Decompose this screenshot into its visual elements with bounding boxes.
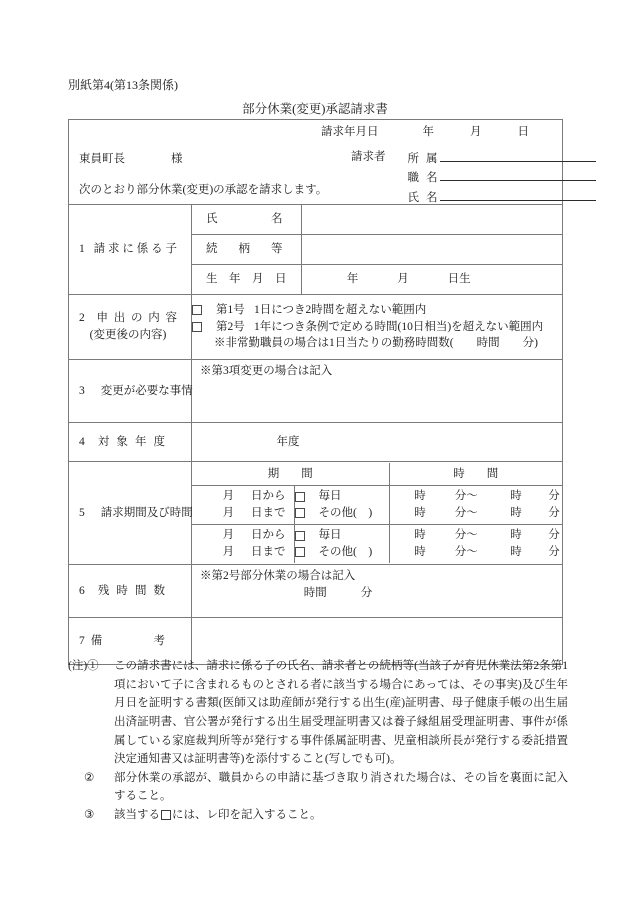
row4-label-c2: 象 <box>116 435 128 448</box>
row5-b1-to-month: 月 <box>222 507 235 519</box>
row5-b1-t1-h2: 時 <box>510 490 522 503</box>
document-reference: 別紙第4(第13条関係) <box>68 78 178 92</box>
row2-option2-key: 第2号 <box>216 320 245 333</box>
row6-min-unit: 分 <box>360 586 373 599</box>
row2-option-2[interactable] <box>192 319 562 336</box>
claimant-position-input[interactable] <box>440 167 596 181</box>
row6-label-c1: 残 <box>97 584 110 597</box>
row3-content-cell[interactable] <box>192 360 563 423</box>
row1-relation-k3: 等 <box>271 243 283 256</box>
row6-memo: ※第2号部分休業の場合は記入 <box>200 570 356 582</box>
row5-block2-times[interactable] <box>389 525 562 564</box>
row5-head-time-c1: 時 <box>453 467 465 480</box>
row2-label-c1: 申 <box>96 312 108 325</box>
row7-number: 7 <box>79 634 85 647</box>
row5-b2-from-day: 日から <box>251 529 286 542</box>
row1-birth-day: 日生 <box>447 273 471 286</box>
row5-block-2 <box>192 525 562 564</box>
checkbox-icon-b1-other[interactable] <box>295 508 305 518</box>
note-3-text-after: には、レ印を記入すること。 <box>172 809 322 821</box>
row-child-info <box>69 205 563 295</box>
row5-head-period <box>192 463 389 486</box>
row3-memo: ※第3項変更の場合は記入 <box>200 365 333 377</box>
row3-label: 変更が必要な事情 <box>100 384 193 397</box>
request-date-label: 請求年月日 <box>321 126 379 138</box>
row5-b2-t1-m2: 分 <box>548 529 560 542</box>
note-3-text <box>114 806 568 825</box>
row5-block2-dates[interactable] <box>192 525 294 564</box>
row2-label-sub: (変更後の内容) <box>89 329 167 341</box>
note-1-number: ① <box>87 660 99 672</box>
request-date-line <box>321 124 529 141</box>
row4-label-c4: 度 <box>153 435 165 448</box>
row5-b2-check-daily[interactable] <box>295 527 389 544</box>
row1-name-k2: 名 <box>271 213 283 226</box>
row3-label-wrap <box>69 383 191 400</box>
checkbox-icon-b1-daily[interactable] <box>295 492 305 502</box>
row7-label-c2: 考 <box>153 634 165 647</box>
row-target-year <box>69 423 563 462</box>
row1-label-cell <box>69 205 192 295</box>
row5-b2-t1-h1: 時 <box>414 529 426 542</box>
row5-b2-t2-m1: 分～ <box>454 546 478 558</box>
row1-birth-k4: 日 <box>275 273 287 286</box>
row5-b2-t2-h2: 時 <box>510 546 522 558</box>
claimant-label: 請求者 <box>351 151 386 163</box>
row1-birth-label <box>192 265 301 295</box>
checkbox-icon-b2-other[interactable] <box>295 547 305 557</box>
claimant-position-key2: 名 <box>426 172 438 185</box>
row1-content-cell <box>192 205 563 295</box>
row-period-and-time <box>69 462 563 565</box>
row1-birth-k3: 月 <box>252 273 264 286</box>
row5-b1-from-month: 月 <box>222 490 235 503</box>
row5-b1-check-daily[interactable] <box>295 488 389 505</box>
note-3-mark: ③ <box>84 809 95 821</box>
note-2-text: 部分休業の承認が、職員からの申請に基づき取り消された場合は、その旨を裏面に記入すること。 <box>114 771 568 803</box>
checkbox-icon-b2-daily[interactable] <box>295 531 305 541</box>
row5-b1-time-2 <box>390 505 563 522</box>
row6-label-c3: 間 <box>134 584 147 597</box>
row5-block2-date-to <box>192 544 294 561</box>
row3-number: 3 <box>79 384 85 397</box>
row6-label-c4: 数 <box>153 584 165 597</box>
row5-content-cell <box>192 462 563 565</box>
row6-label-c2: 時 <box>116 584 128 597</box>
row5-block1-date-to <box>192 505 294 522</box>
note-item-2 <box>68 769 568 806</box>
row5-number: 5 <box>79 506 85 519</box>
row5-block1-checks <box>294 486 389 525</box>
request-date-day: 日 <box>517 126 529 138</box>
row5-b2-daily-label: 毎日 <box>318 529 342 542</box>
row1-relation-k1: 続 <box>206 243 218 256</box>
row1-name-label <box>192 205 301 235</box>
row5-block1-times[interactable] <box>389 486 562 525</box>
row1-label-c1: 請 <box>93 243 106 256</box>
row5-b2-t1-m1: 分～ <box>454 529 478 542</box>
row3-label-cell <box>69 360 192 423</box>
row2-note: ※非常勤職員の場合は1日当たりの勤務時間数( 時間 分) <box>214 337 538 350</box>
row1-name-k1: 氏 <box>206 213 218 226</box>
row1-birth-k1: 生 <box>206 273 218 286</box>
row4-value: 年度 <box>276 435 300 448</box>
row-remaining-hours <box>69 565 563 618</box>
row6-label-cell <box>69 565 192 618</box>
note-3-text-before: 該当する <box>114 809 160 821</box>
request-date-month: 月 <box>470 126 482 138</box>
request-statement: 次のとおり部分休業(変更)の承認を請求します。 <box>79 184 328 196</box>
note-item-3 <box>68 806 568 825</box>
row5-block1-dates[interactable] <box>192 486 294 525</box>
row5-b1-t1-m2: 分 <box>548 490 560 503</box>
row2-number: 2 <box>79 312 85 325</box>
row5-head-time <box>389 463 562 486</box>
row5-b2-check-other[interactable] <box>295 544 389 561</box>
notes-section <box>68 657 568 825</box>
row2-option2-text: 1年につき条例で定める時間(10日相当)を超えない範囲内 <box>254 320 544 333</box>
row5-head-period-c2: 間 <box>301 467 313 480</box>
row5-b2-other-label: その他( ) <box>318 546 373 558</box>
row4-label-cell <box>69 423 192 462</box>
row-change-reason <box>69 360 563 423</box>
claimant-name-input[interactable] <box>440 187 596 201</box>
row1-relation-row <box>192 235 562 265</box>
row5-b1-t2-m1: 分～ <box>454 507 478 519</box>
row2-label-c5: 容 <box>165 312 177 325</box>
row1-label-c2: 求 <box>108 243 120 256</box>
claimant-position-key1: 職 <box>407 172 419 185</box>
claimant-name-key2: 名 <box>426 191 438 204</box>
claimant-affiliation-row <box>408 148 596 167</box>
row4-value-cell[interactable] <box>192 423 563 462</box>
addressee-line <box>79 151 183 168</box>
claimant-affiliation-input[interactable] <box>440 148 596 162</box>
row5-head-time-c2: 間 <box>486 467 499 480</box>
row5-b2-t1-h2: 時 <box>510 529 522 542</box>
row1-number: 1 <box>79 243 85 256</box>
checkbox-icon-inline <box>161 810 171 820</box>
row5-b1-daily-label: 毎日 <box>318 490 342 503</box>
row5-b2-t2-h1: 時 <box>414 546 426 558</box>
row5-b1-from-day: 日から <box>251 490 286 503</box>
row2-option-1[interactable] <box>192 302 562 319</box>
checkbox-icon-option2[interactable] <box>192 322 202 332</box>
row5-b1-other-label: その他( ) <box>318 507 373 519</box>
claimant-name-key1: 氏 <box>407 191 419 204</box>
row1-label-c5: る <box>151 243 163 256</box>
row2-label-c4: 内 <box>148 312 160 325</box>
row2-options-cell <box>192 295 563 360</box>
note-item-1 <box>68 657 568 769</box>
row7-label-c1: 備 <box>90 634 103 647</box>
row5-b1-time-1 <box>390 488 563 505</box>
row2-label-c3: の <box>131 312 143 325</box>
row5-b1-t1-h1: 時 <box>414 490 426 503</box>
row5-b2-time-1 <box>390 527 563 544</box>
row5-b1-check-other[interactable] <box>295 505 389 522</box>
row5-label: 請求期間及び時間 <box>100 506 193 519</box>
row5-b2-to-month: 月 <box>222 546 235 558</box>
row2-label-cell <box>69 295 192 360</box>
document-title: 部分休業(変更)承認請求書 <box>242 102 388 116</box>
claimant-affiliation-key1: 所 <box>407 153 419 165</box>
row5-b1-t1-m1: 分～ <box>454 490 478 503</box>
row5-block-1 <box>192 486 562 525</box>
row5-block2-checks <box>294 525 389 564</box>
header-row <box>69 120 563 205</box>
row5-b2-from-month: 月 <box>222 529 235 542</box>
row1-relation-value[interactable] <box>301 235 562 265</box>
row1-relation-label <box>192 235 301 265</box>
row1-label-c3: に <box>122 243 134 256</box>
note-1-mark <box>68 657 114 676</box>
row5-b1-t2-h1: 時 <box>414 507 426 519</box>
row-application-content <box>69 295 563 360</box>
addressee-name: 東員町長 <box>79 153 125 165</box>
row5-head-period-c1: 期 <box>267 467 280 480</box>
checkbox-icon-option1[interactable] <box>192 305 202 315</box>
row1-label-c6: 子 <box>165 243 177 256</box>
row1-label-c4: 係 <box>136 243 149 256</box>
row1-name-row <box>192 205 562 235</box>
note-2-mark: ② <box>84 771 95 784</box>
row4-label-c3: 年 <box>134 435 147 448</box>
row6-hour-unit: 時間 <box>303 586 327 599</box>
row5-label-wrap <box>69 505 191 522</box>
notes-heading: (注) <box>68 660 88 672</box>
claimant-affiliation-key2: 属 <box>426 153 438 165</box>
row1-name-value[interactable] <box>301 205 562 235</box>
header-cell <box>69 120 563 205</box>
main-form-table <box>68 119 563 665</box>
row1-relation-k2: 柄 <box>238 243 250 256</box>
row5-b2-t2-m2: 分 <box>548 546 560 558</box>
row5-b1-to-day: 日まで <box>251 507 286 519</box>
row2-option1-text: 1日につき2時間を超えない範囲内 <box>254 303 427 316</box>
addressee-honorific: 様 <box>171 153 183 165</box>
note-1-text: この請求書には、請求に係る子の氏名、請求者との続柄等(当該子が育児休業法第2条第1項において子に含まれるものとされる者に該当する場合にあっては、その事実)及び生年月日を証明する書類(医師又は助産師が発行する出生(産)証明書、母子健康手帳の出生届出済証明書、官公署が発行する出生届受理証明書又は養子縁組届受理証明書、事件が係属している家庭裁判所等が発行する事件係属証明書、児童相談所長が発行する委託措置決定通知書又は証明書等)を添付すること(写しでも可)。 <box>114 660 568 766</box>
row1-birth-year: 年 <box>346 273 359 286</box>
row6-content-cell[interactable] <box>192 565 563 618</box>
row1-birth-k2: 年 <box>229 273 241 286</box>
claimant-position-row <box>408 167 596 186</box>
row5-head-row <box>192 463 562 486</box>
row5-b1-t2-h2: 時 <box>510 507 522 519</box>
request-date-year: 年 <box>422 126 434 138</box>
row4-number: 4 <box>79 435 85 448</box>
row5-b1-t2-m2: 分 <box>548 507 560 519</box>
row5-block1-date-from <box>192 488 294 505</box>
claimant-block <box>351 148 596 206</box>
row1-birth-value[interactable] <box>301 265 562 295</box>
row5-label-cell <box>69 462 192 565</box>
row1-birth-row <box>192 265 562 295</box>
row4-label-c1: 対 <box>97 435 110 448</box>
row2-option1-key: 第1号 <box>216 303 245 316</box>
row5-b2-time-2 <box>390 544 563 561</box>
row5-b2-to-day: 日まで <box>251 546 286 558</box>
claimant-name-row <box>408 187 596 206</box>
row6-number: 6 <box>79 584 85 597</box>
row2-label-c2: 出 <box>113 312 126 325</box>
row5-block2-date-from <box>192 527 294 544</box>
row1-birth-month: 月 <box>397 273 409 286</box>
row6-value-row <box>192 585 562 602</box>
